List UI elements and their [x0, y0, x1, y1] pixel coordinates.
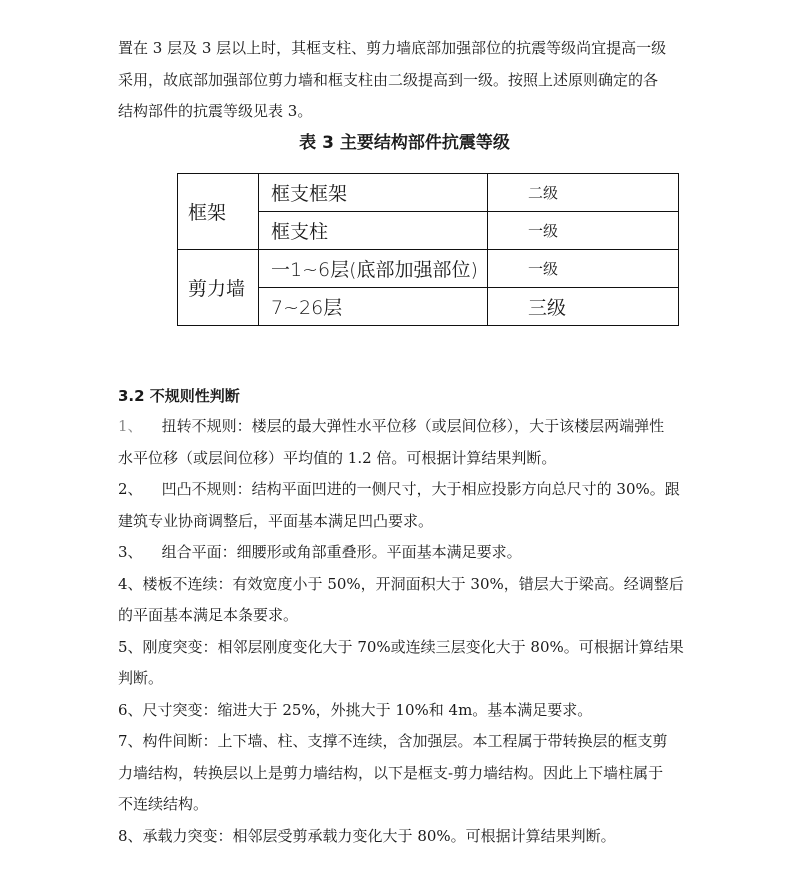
item-line: 的平面基本满足本条要求。	[118, 606, 299, 624]
intro-line: 置在 3 层及 3 层以上时，其框支柱、剪力墙底部加强部位的抗震等级尚宜提高一级	[118, 39, 667, 57]
list-item	[118, 411, 698, 443]
intro-line: 采用，故底部加强部位剪力墙和框支柱由二级提高到一级。按照上述原则确定的各	[118, 70, 659, 89]
seismic-grade-table	[177, 173, 679, 326]
item-number: 1、	[118, 417, 143, 435]
item-line: 判断。	[118, 669, 164, 687]
item-line: 凹凸不规则：结构平面凹进的一侧尺寸，大于相应投影方向总尺寸的 30%。跟	[161, 480, 680, 498]
item-line: 建筑专业协商调整后，平面基本满足凹凸要求。	[118, 511, 434, 530]
list-item	[118, 569, 698, 601]
grade-cell: 二级	[488, 174, 679, 212]
item-number: 5、	[118, 637, 143, 656]
item-number: 8、	[118, 826, 143, 845]
item-line: 力墙结构，转换层以上是剪力墙结构，以下是框支-剪力墙结构。因此上下墙柱属于	[118, 763, 664, 782]
table-caption: 表 3 主要结构部件抗震等级	[299, 133, 510, 153]
item-line: 承载力突变：相邻层受剪承载力变化大于 80%。可根据计算结果判断。	[142, 826, 616, 845]
group-name-cell: 剪力墙	[178, 250, 259, 326]
section-heading: 3.2 不规则性判断	[118, 387, 240, 405]
part-cell: 框支框架	[259, 174, 488, 212]
grade-cell: 一级	[488, 212, 679, 250]
item-line: 刚度突变：相邻层刚度变化大于 70%或连续三层变化大于 80%。可根据计算结果	[142, 637, 684, 656]
list-item	[118, 695, 698, 727]
list-item	[118, 726, 698, 758]
section-body	[118, 411, 698, 852]
intro-line: 结构部件的抗震等级见表 3。	[118, 102, 313, 120]
group-name-cell: 框架	[178, 174, 259, 250]
item-number: 2、	[118, 480, 143, 498]
part-cell: 7~26层	[259, 288, 488, 326]
item-number: 3、	[118, 543, 143, 561]
part-cell: 框支柱	[259, 212, 488, 250]
intro-paragraph	[118, 33, 698, 128]
table-row	[178, 250, 679, 288]
item-line: 尺寸突变：缩进大于 25%，外挑大于 10%和 4m。基本满足要求。	[142, 700, 593, 719]
table-row	[178, 174, 679, 212]
item-number: 6、	[118, 700, 143, 719]
list-item	[118, 474, 698, 506]
item-line: 构件间断：上下墙、柱、支撑不连续，含加强层。本工程属于带转换层的框支剪	[142, 732, 668, 750]
item-line: 扭转不规则：楼层的最大弹性水平位移（或层间位移），大于该楼层两端弹性	[161, 417, 665, 435]
part-cell: 一1~6层(底部加强部位)	[259, 250, 488, 288]
item-number: 7、	[118, 732, 143, 750]
grade-cell: 三级	[488, 288, 679, 326]
list-item	[118, 821, 698, 853]
item-line: 不连续结构。	[118, 795, 209, 813]
item-line: 楼板不连续：有效宽度小于 50%，开洞面积大于 30%，错层大于梁高。经调整后	[142, 574, 684, 593]
list-item	[118, 537, 698, 569]
list-item	[118, 632, 698, 664]
grade-cell: 一级	[488, 250, 679, 288]
item-line: 组合平面：细腰形或角部重叠形。平面基本满足要求。	[161, 543, 522, 561]
item-line: 水平位移（或层间位移）平均值的 1.2 倍。可根据计算结果判断。	[118, 448, 557, 467]
item-number: 4、	[118, 574, 143, 593]
